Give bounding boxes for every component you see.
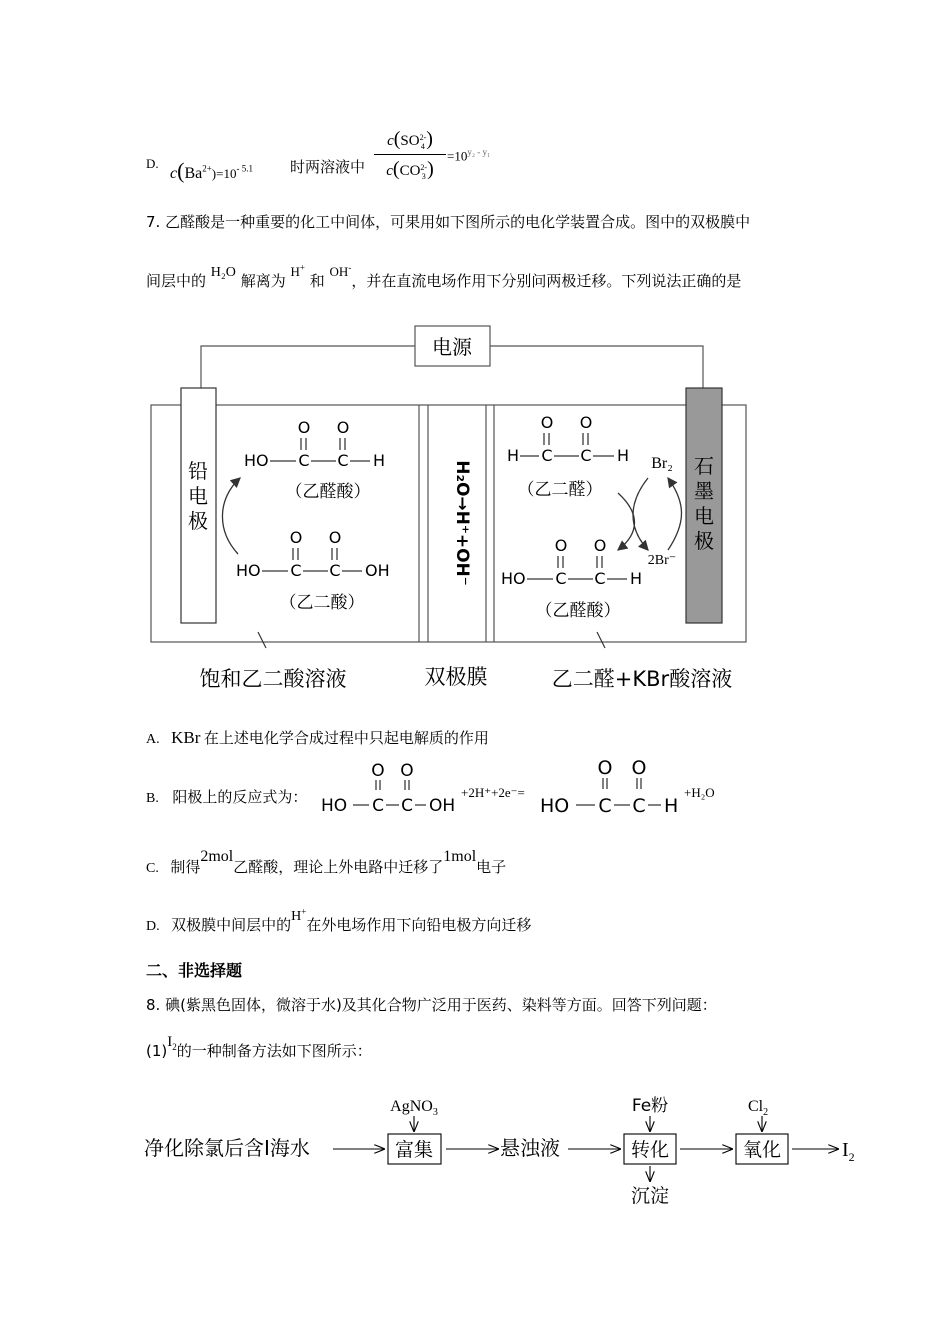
svg-text:C: C xyxy=(580,446,592,465)
flow-cl2: $Cl_2$ xyxy=(747,1098,769,1118)
glyoxylic-acid-right-label: （乙醛酸） xyxy=(535,601,621,621)
svg-text:O: O xyxy=(597,758,613,779)
equals-ten-2: =10 xyxy=(447,148,468,164)
glyoxylic-acid-label: （乙醛酸） xyxy=(285,482,371,502)
ba-concentration: $c(Ba^{2+})=10^{- 5.1}$ xyxy=(170,158,253,183)
br-oxidation-arrow xyxy=(668,478,682,550)
flow-step1: 富集 xyxy=(394,1139,434,1161)
flow-agno3: AgNO$_3$ xyxy=(390,1098,438,1118)
wire-left xyxy=(201,346,415,388)
carbonate-sub: 3 xyxy=(421,171,426,181)
svg-text:OH: OH xyxy=(365,561,390,580)
ba-ion: Ba xyxy=(184,165,203,182)
option-d xyxy=(146,906,532,935)
q8-sub1-text: 的一种制备方法如下图所示： xyxy=(176,1042,372,1060)
den-c: c xyxy=(386,163,393,179)
h-plus: H+ xyxy=(290,262,305,279)
q7-number: 7. xyxy=(146,213,161,231)
exponent-1: - 5.1 xyxy=(236,163,253,174)
reduction-arrow xyxy=(222,478,240,554)
q8-sub1-label: (1) xyxy=(146,1042,168,1060)
option-c-text-2: 乙醛酸，理论上外电路中迁移了 xyxy=(233,858,444,876)
br-minus-label: 2Br⁻ xyxy=(647,553,677,568)
q8-line1 xyxy=(146,994,717,1015)
oxalic-acid xyxy=(236,528,390,580)
svg-text:HO: HO xyxy=(236,561,261,580)
svg-text:C: C xyxy=(598,795,612,817)
svg-text:C: C xyxy=(594,569,606,588)
svg-text:C: C xyxy=(290,561,302,580)
svg-text:O: O xyxy=(400,761,414,781)
svg-text:O: O xyxy=(371,761,385,781)
wire-right xyxy=(490,346,703,388)
svg-text:O: O xyxy=(579,413,593,432)
q7-text-2d: ，并在直流电场作用下分别问两极迁移。下列说法正确的是 xyxy=(351,272,742,290)
q8-number: 8. xyxy=(146,996,161,1014)
svg-text:H: H xyxy=(630,569,643,588)
br2-reduction-arrow xyxy=(633,478,648,550)
svg-text:HO: HO xyxy=(244,451,269,470)
br2-label: Br₂ xyxy=(651,455,673,472)
svg-text:H: H xyxy=(373,451,386,470)
option-d-label-prev: D. xyxy=(146,156,159,171)
iodine-flowchart xyxy=(140,1088,870,1218)
glyoxal xyxy=(507,413,629,465)
svg-text:C: C xyxy=(401,796,413,816)
membrane-reaction: H₂O→H⁺+OH⁻ xyxy=(452,460,472,586)
option-c-value-2: 1mol xyxy=(443,848,477,865)
svg-text:C: C xyxy=(329,561,341,580)
option-d-text-1: 双极膜中间层中的 xyxy=(171,916,292,934)
lead-electrode-label: 铅电极 xyxy=(188,459,208,533)
right-solution-label: 乙二醛+KBr酸溶液 xyxy=(551,667,733,691)
option-c-text-1: 制得 xyxy=(170,858,201,876)
svg-text:H: H xyxy=(617,446,630,465)
c-symbol: c xyxy=(170,165,178,182)
option-b-label: B. xyxy=(146,791,159,806)
kbr-formula: KBr xyxy=(171,728,201,747)
q7-text-2c: 和 xyxy=(309,272,325,290)
option-a-text: 在上述电化学合成过程中只起电解质的作用 xyxy=(203,729,489,747)
carbonate: CO xyxy=(399,163,421,179)
exponent-2: y₂ - y₁ xyxy=(467,147,491,157)
svg-text:HO: HO xyxy=(540,795,570,817)
option-d-label: D. xyxy=(146,919,160,934)
svg-text:OH: OH xyxy=(429,796,456,816)
svg-text:O: O xyxy=(593,536,607,555)
option-c-label: C. xyxy=(146,861,159,876)
option-d-ion: H+ xyxy=(291,906,307,924)
svg-text:C: C xyxy=(555,569,567,588)
svg-text:C: C xyxy=(298,451,310,470)
svg-text:C: C xyxy=(337,451,349,470)
option-b xyxy=(146,786,307,807)
option-b-text: 阳极上的反应式为： xyxy=(172,788,308,806)
glyoxylic-acid-eq xyxy=(540,758,678,817)
fraction-bar xyxy=(374,154,446,155)
svg-text:H: H xyxy=(664,795,679,817)
svg-text:O: O xyxy=(554,536,568,555)
svg-text:O: O xyxy=(631,758,647,779)
flow-mid1: 悬浊液 xyxy=(500,1136,560,1160)
flow-start: 净化除氯后含I海水 xyxy=(144,1136,310,1160)
svg-text:C: C xyxy=(541,446,553,465)
sulfate-sub: 4 xyxy=(420,141,425,151)
option-d-text-2: 在外电场作用下向铅电极方向迁移 xyxy=(306,916,532,934)
svg-text:O: O xyxy=(328,528,342,547)
sulfate-charge: 2- xyxy=(419,132,427,142)
fraction-denominator: c(CO2- 3) xyxy=(386,158,434,181)
option-a xyxy=(146,727,489,748)
option-c-text-3: 电子 xyxy=(476,858,507,876)
svg-text:HO: HO xyxy=(321,796,348,816)
ratio-result xyxy=(447,147,490,164)
sulfate: SO xyxy=(400,133,420,149)
oh-minus: OH- xyxy=(329,262,352,279)
num-c: c xyxy=(387,133,394,149)
q7-text-2a: 间层中的 xyxy=(146,272,207,290)
flow-end: $I_2$ xyxy=(842,1139,855,1164)
svg-text:C: C xyxy=(372,796,384,816)
option-a-label: A. xyxy=(146,732,160,747)
svg-text:O: O xyxy=(289,528,303,547)
q7-line2 xyxy=(146,262,742,291)
electrochem-diagram xyxy=(140,318,780,698)
glyoxal-oxidation-arrow xyxy=(618,493,635,550)
flow-fe: Fe粉 xyxy=(631,1096,669,1116)
option-b-end: +H₂O xyxy=(684,785,715,800)
svg-text:O: O xyxy=(540,413,554,432)
ba-charge: 2+ xyxy=(202,163,212,174)
svg-text:HO: HO xyxy=(501,569,526,588)
option-c xyxy=(146,848,507,877)
glyoxylic-acid-left xyxy=(244,418,385,470)
option-c-value-1: 2mol xyxy=(200,848,234,865)
flow-step3: 氧化 xyxy=(742,1139,782,1161)
equals-ten: )=10 xyxy=(211,166,237,181)
option-b-mid: +2H⁺+2e⁻= xyxy=(461,785,525,800)
glyoxylic-acid-right xyxy=(501,536,642,588)
left-solution-label: 饱和乙二酸溶液 xyxy=(199,667,347,691)
svg-text:O: O xyxy=(297,418,311,437)
section-2-title: 二、非选择题 xyxy=(146,961,243,980)
glyoxal-label: （乙二醛） xyxy=(517,480,603,500)
i2-formula: $I_2$ xyxy=(167,1034,177,1052)
flow-step2: 转化 xyxy=(630,1139,670,1161)
flow-precip: 沉淀 xyxy=(630,1185,670,1207)
h2o-formula: H₂O xyxy=(210,265,236,280)
cell-outline xyxy=(151,405,746,642)
oxalic-acid-eq xyxy=(321,761,455,816)
svg-text:H: H xyxy=(507,446,520,465)
carbonate-charge: 2- xyxy=(420,162,428,172)
two-solutions-text: 时两溶液中 xyxy=(290,158,366,176)
oxalic-acid-label: （乙二酸） xyxy=(279,593,365,613)
power-label: 电源 xyxy=(432,335,472,359)
q7-line1 xyxy=(146,211,750,232)
option-b-equation xyxy=(318,758,738,820)
graphite-electrode-label: 石墨电极 xyxy=(694,454,714,553)
svg-text:O: O xyxy=(336,418,350,437)
fraction-numerator: c(SO2- 4) xyxy=(387,128,433,151)
q8-sub1 xyxy=(146,1034,372,1062)
q7-text-1: 乙醛酸是一种重要的化工中间体，可果用如下图所示的电化学装置合成。图中的双极膜中 xyxy=(165,213,751,231)
svg-text:C: C xyxy=(632,795,646,817)
membrane-label: 双极膜 xyxy=(424,665,488,689)
q8-text: 碘(紫黑色固体，微溶于水)及其化合物广泛用于医药、染料等方面。回答下列问题： xyxy=(165,996,717,1014)
q7-text-2b: 解离为 xyxy=(240,272,286,290)
